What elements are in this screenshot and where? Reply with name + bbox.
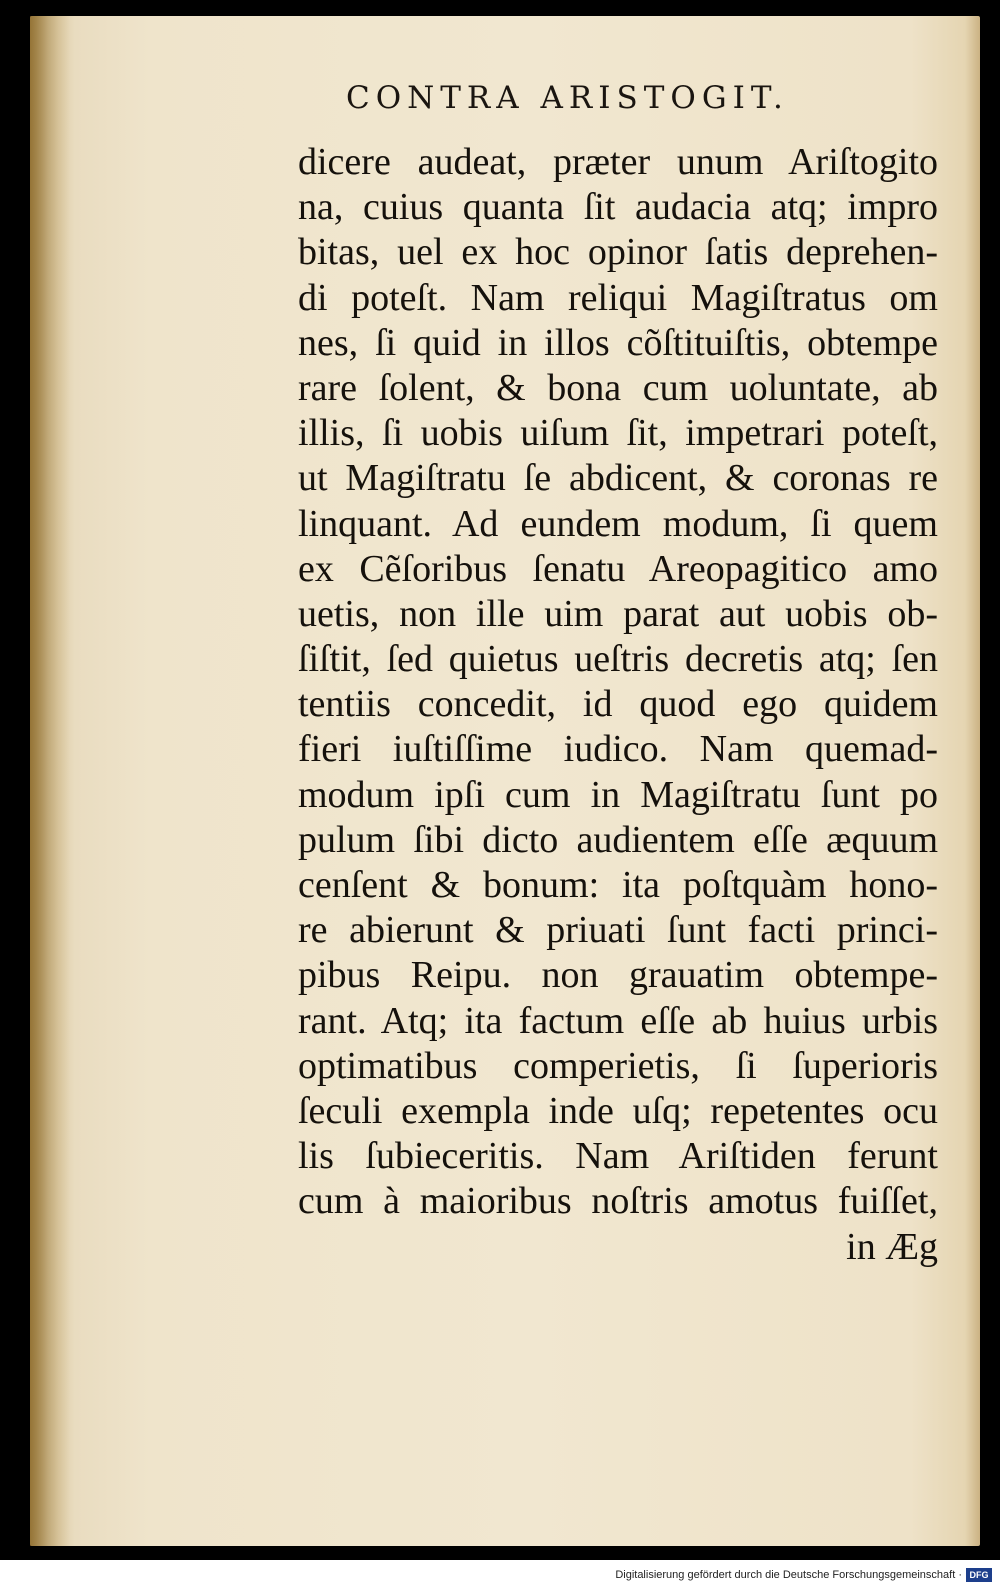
text-line: ſeculi exempla inde uſq; repetentes ocu bbox=[298, 1089, 938, 1132]
catchword: in Æg bbox=[846, 1225, 938, 1268]
text-line: pulum ſibi dicto audientem eſſe æquum bbox=[298, 818, 938, 861]
text-line: di poteſt. Nam reliqui Magiſtratus om bbox=[298, 276, 938, 319]
text-line: linquant. Ad eundem modum, ſi quem bbox=[298, 502, 938, 545]
text-line: tentiis concedit, id quod ego quidem bbox=[298, 683, 938, 726]
text-line: illis, ſi uobis uiſum ſit, impetrari poteſt, bbox=[298, 412, 938, 455]
text-line: cenſent & bonum: ita poſtquàm hono- bbox=[298, 864, 938, 906]
running-head: CONTRA ARISTOGIT. bbox=[346, 80, 789, 116]
text-line: nes, ſi quid in illos cõſtituiſtis, obtempe bbox=[298, 321, 938, 364]
text-line: lis ſubieceritis. Nam Ariſtiden ferunt bbox=[298, 1135, 938, 1178]
text-line: ut Magiſtratu ſe abdicent, & coronas re bbox=[298, 457, 938, 500]
text-line: modum ipſi cum in Magiſtratu ſunt po bbox=[298, 773, 938, 816]
text-line: fieri iuſtiſſime iudico. Nam quemad- bbox=[298, 728, 938, 771]
text-line: bitas, uel ex hoc opinor ſatis deprehen- bbox=[298, 231, 938, 274]
text-line: ex Cẽſoribus ſenatu Areopagitico amo bbox=[298, 547, 938, 590]
gutter-shadow bbox=[30, 16, 70, 1546]
body-text bbox=[298, 140, 938, 1270]
text-line: cum à maioribus noſtris amotus fuiſſet, bbox=[298, 1180, 938, 1223]
text-line: pibus Reipu. non grauatim obtempe- bbox=[298, 954, 938, 997]
text-line: na, cuius quanta ſit audacia atq; impro bbox=[298, 186, 938, 229]
text-line: dicere audeat, præter unum Ariſtogito bbox=[298, 141, 938, 183]
footer-bar bbox=[0, 1560, 1000, 1591]
text-line: optimatibus comperietis, ſi ſuperioris bbox=[298, 1044, 938, 1087]
text-line: ſiſtit, ſed quietus ueſtris decretis atq; ſen bbox=[298, 638, 938, 681]
text-line: re abierunt & priuati ſunt facti princi- bbox=[298, 909, 938, 952]
funding-credit: Digitalisierung gefördert durch die Deutsche Forschungsgemeinschaft · bbox=[615, 1569, 962, 1581]
dfg-logo-icon: DFG bbox=[966, 1568, 992, 1582]
text-line: rant. Atq; ita factum eſſe ab huius urbis bbox=[298, 999, 938, 1042]
text-line: uetis, non ille uim parat aut uobis ob- bbox=[298, 592, 938, 635]
text-line: rare ſolent, & bona cum uoluntate, ab bbox=[298, 366, 938, 409]
